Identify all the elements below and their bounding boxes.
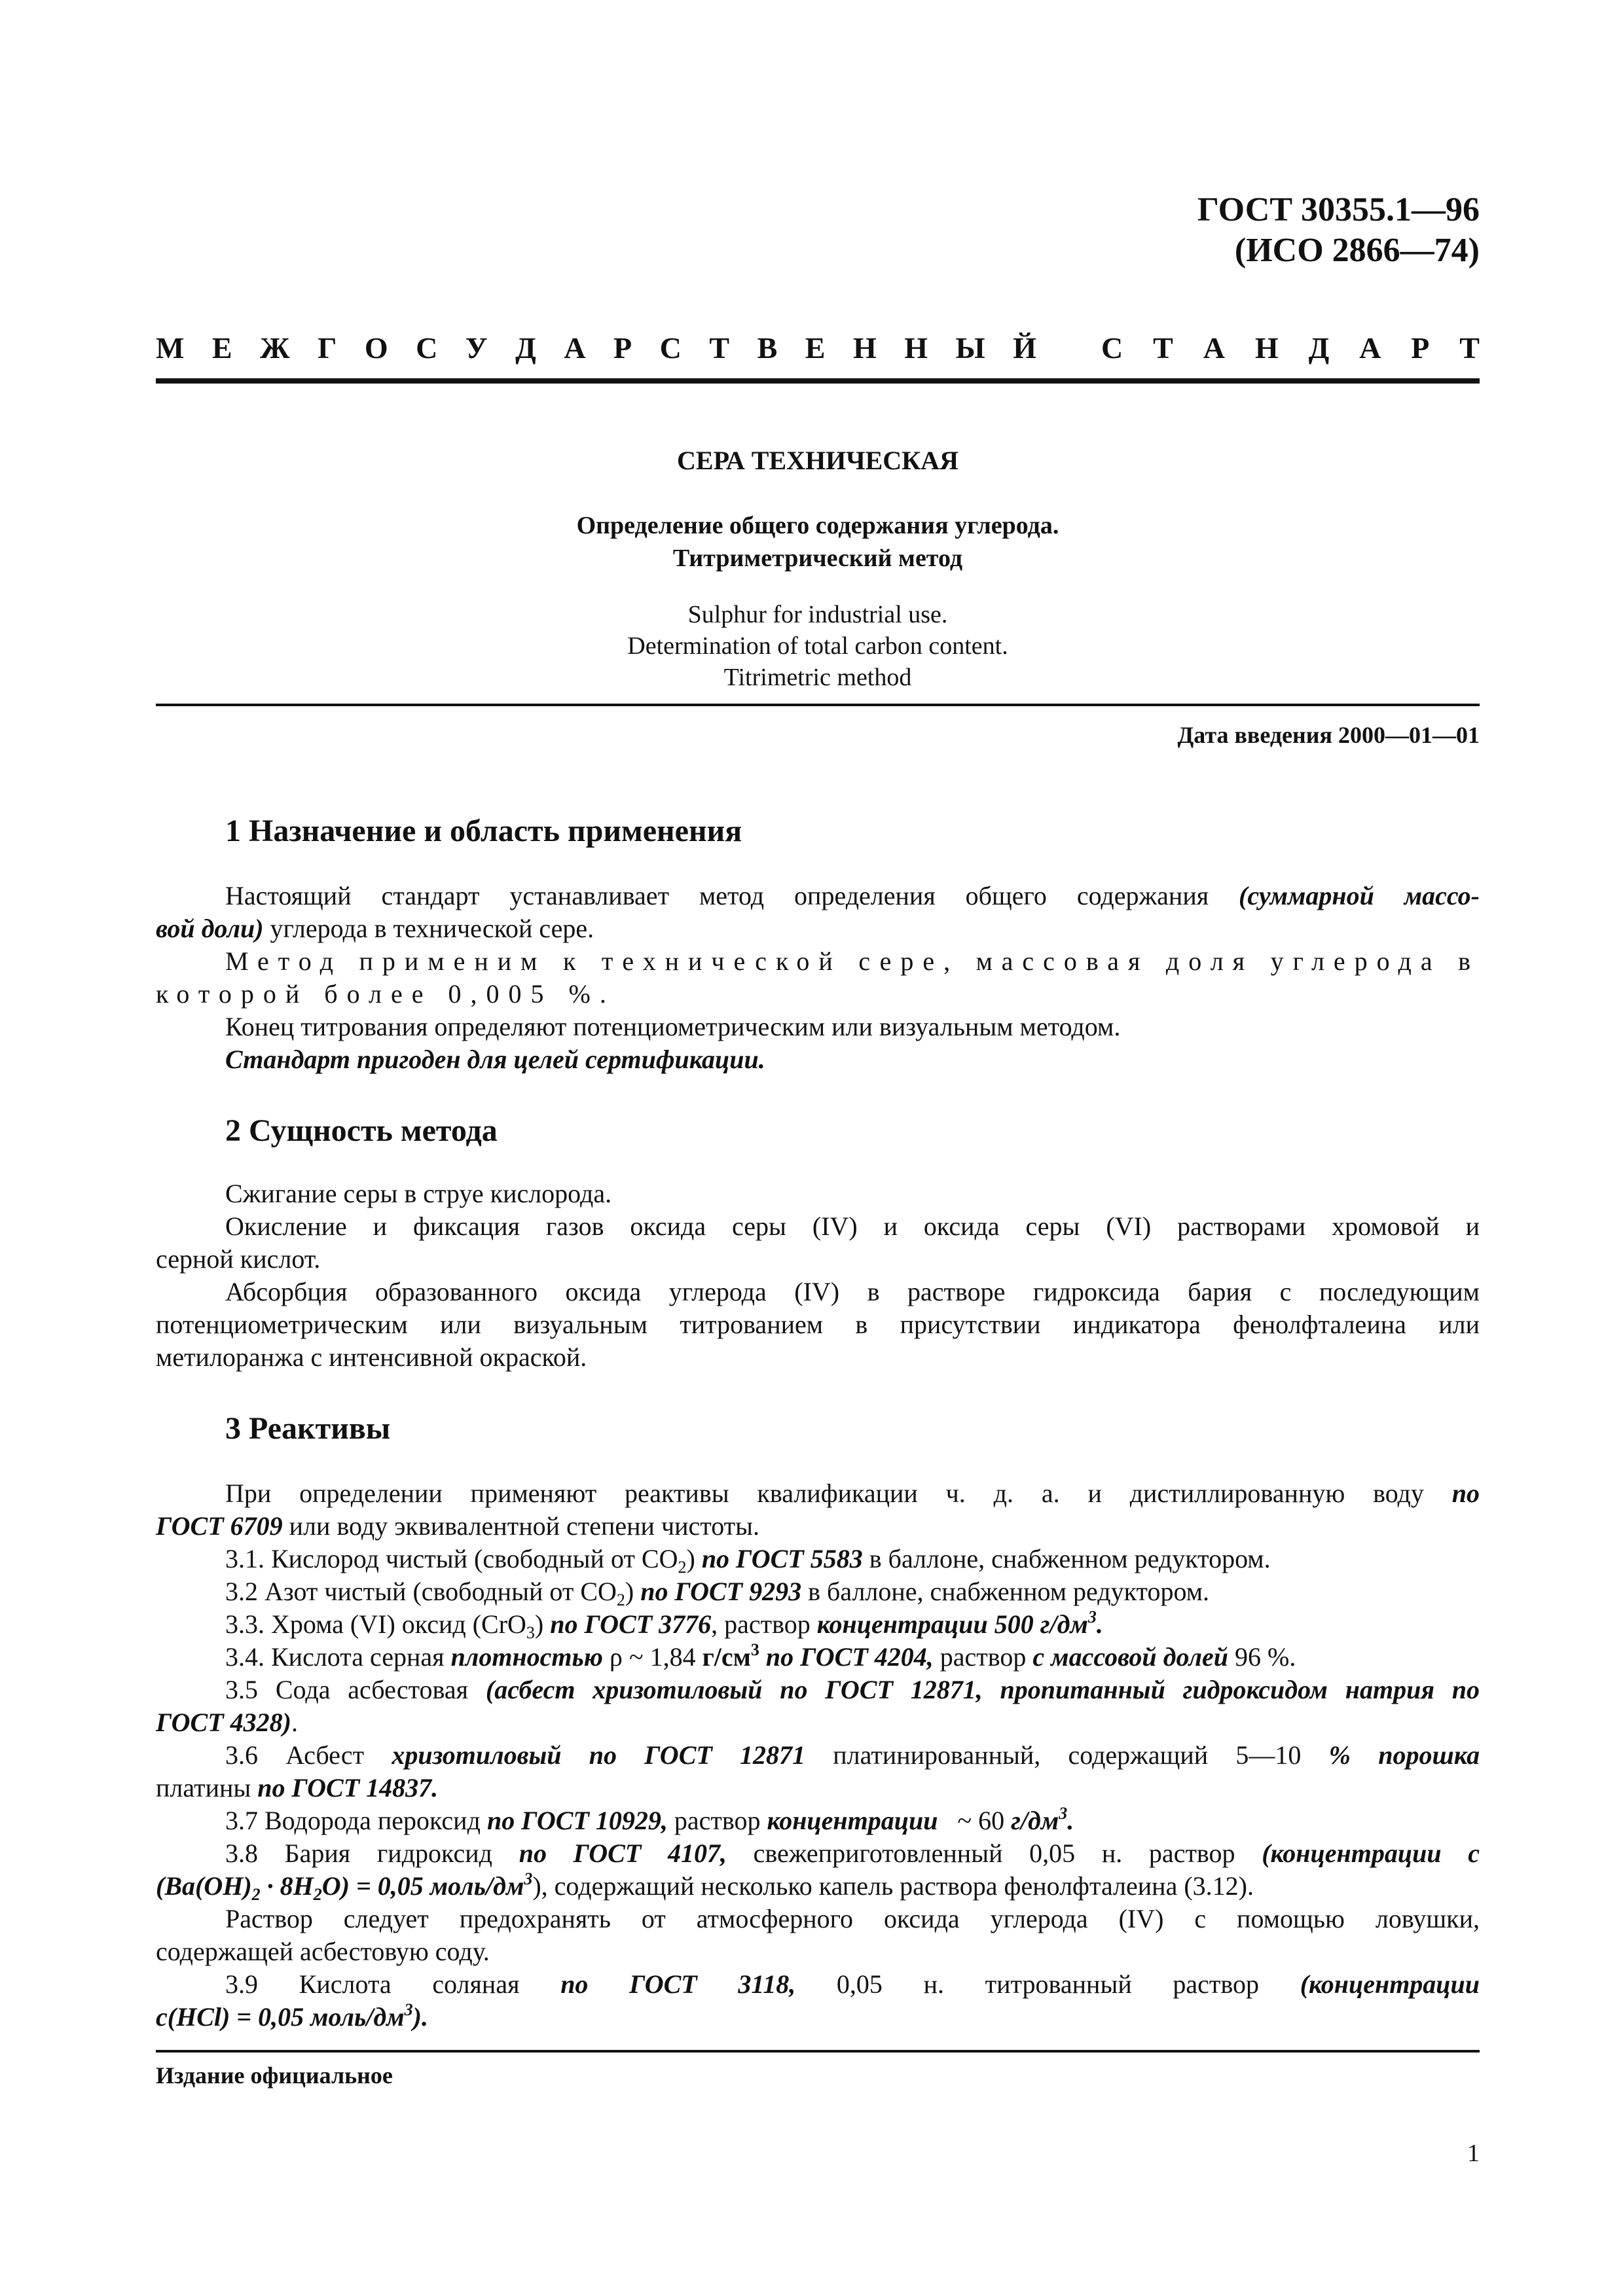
section-2-heading: 2 Сущность метода — [225, 1113, 498, 1148]
standard-type-letter: Е — [805, 331, 826, 365]
title-sub-line1: Определение общего содержания углерода. — [576, 512, 1059, 539]
title-rule — [156, 704, 1480, 706]
standard-type-letter: Н — [1254, 331, 1279, 365]
item-3-1: 3.1. Кислород чистый (свободный от $СО_2$) по ГОСТ 5583 в баллоне, снабженном редуктором. — [225, 1544, 1271, 1577]
s2-p2-line1: Окисление и фиксация газов оксида серы (IV) и оксида серы (VI) растворами хромовой и — [225, 1211, 1480, 1241]
standard-type-letter: А — [564, 331, 586, 365]
standard-type-letter: У — [465, 331, 488, 365]
standard-type-letter: Р — [613, 331, 632, 365]
standard-type-letter: О — [364, 331, 388, 365]
item-3-6-line1: 3.6 Асбест хризотиловый по ГОСТ 12871 платинированный, содержащий 5—10 % порошка — [225, 1740, 1480, 1770]
s3-intro-line2: ГОСТ 6709 или воду эквивалентной степени чистоты. — [156, 1511, 760, 1541]
edition-label: Издание официальное — [156, 2062, 393, 2089]
item-3-2: 3.2 Азот чистый (свободный от $СО_2$) по ГОСТ 9293 в баллоне, снабженном редуктором. — [225, 1577, 1210, 1609]
item-3-5-line1: 3.5 Сода асбестовая (асбест хризотиловый по ГОСТ 12871, пропитанный гидроксидом натрия по — [225, 1675, 1480, 1704]
s3-intro-line1: При определении применяют реактивы квалификации ч. д. а. и дистиллированную воду по — [225, 1479, 1480, 1508]
gost-number: ГОСТ 30355.1—96 — [1197, 191, 1480, 228]
standard-type-letter: Т — [709, 331, 730, 365]
s1-p1-line1: Настоящий стандарт устанавливает метод определения общего содержания (суммарной массо- — [225, 881, 1480, 910]
standard-type-letter: Н — [852, 331, 877, 365]
standard-type-letter: Д — [1308, 331, 1330, 365]
item-3-8-note-line2: содержащей асбестовую соду. — [156, 1937, 490, 1966]
standard-type-letter: Р — [1411, 331, 1430, 365]
title-main: СЕРА ТЕХНИЧЕСКАЯ — [677, 446, 958, 475]
s1-p1-line2: вой доли) углерода в технической сере. — [156, 914, 594, 943]
introduction-date: Дата введения 2000—01—01 — [1177, 722, 1480, 748]
footer-rule — [156, 2050, 1480, 2053]
document-number — [982, 190, 1480, 271]
standard-type-letter: С — [659, 331, 682, 365]
s2-p3-line1: Абсорбция образованного оксида углерода (IV) в растворе гидроксида бария с последующим — [225, 1277, 1480, 1306]
standard-type-word1 — [156, 331, 1036, 365]
standard-type-word2 — [1101, 331, 1480, 365]
s1-p2-line1: Метод применим к технической сере, массовая доля углерода в — [225, 946, 1480, 976]
section-1-heading: 1 Назначение и область применения — [225, 814, 742, 848]
standard-type-letter: М — [156, 331, 185, 365]
title-sub-line2: Титриметрический метод — [672, 545, 963, 572]
item-3-7: 3.7 Водорода пероксид по ГОСТ 10929, раствор концентрации ~ 60 $г/дм^3$. — [225, 1804, 1074, 1835]
s2-p1: Сжигание серы в струе кислорода. — [225, 1179, 612, 1208]
title-en-line1: Sulphur for industrial use. — [687, 601, 948, 628]
standard-type — [156, 331, 1480, 365]
standard-type-letter: Г — [318, 331, 337, 365]
item-3-4: 3.4. Кислота серная плотностью ρ ~ 1,84 $г/см^3$ по ГОСТ 4204, раствор с массовой долей 96 %. — [225, 1640, 1296, 1672]
s2-p3-line2: потенциометрическим или визуальным титрованием в присутствии индикатора фенолфталеина или — [156, 1310, 1480, 1339]
standard-type-letter: А — [1203, 331, 1225, 365]
page-number: 1 — [1467, 2140, 1480, 2167]
iso-number: (ИСО 2866—74) — [1234, 232, 1480, 269]
title-sub — [156, 509, 1480, 575]
standard-type-letter: Д — [515, 331, 536, 365]
standard-type-letter: Е — [211, 331, 232, 365]
item-3-6-line2: платины по ГОСТ 14837. — [156, 1773, 439, 1803]
header-rule — [156, 378, 1480, 384]
item-3-3: 3.3. Хрома (VI) оксид (СrО$_3$) по ГОСТ 3776, раствор концентрации 500 $г/дм^3$. — [225, 1607, 1103, 1642]
s1-p3: Конец титрования определяют потенциометрическим или визуальным методом. — [225, 1012, 1121, 1041]
s2-p2-line2: серной кислот. — [156, 1244, 321, 1274]
s2-p3-line3: метилоранжа с интенсивной окраской. — [156, 1342, 587, 1372]
standard-type-letter: Т — [1459, 331, 1480, 365]
s1-p2-line2: которой более 0,005 %. — [156, 979, 615, 1009]
standard-type-letter: С — [1101, 331, 1123, 365]
standard-type-letter: Й — [1013, 331, 1036, 365]
standard-type-letter: Ж — [260, 331, 290, 365]
title-en-line2: Determination of total carbon content. — [627, 632, 1008, 660]
s1-p4: Стандарт пригоден для целей сертификации. — [225, 1045, 765, 1074]
section-3-heading: 3 Реактивы — [225, 1411, 391, 1446]
standard-type-letter: Т — [1153, 331, 1173, 365]
item-3-8-note-line1: Раствор следует предохранять от атмосферного оксида углерода (IV) с помощью ловушки, — [225, 1904, 1480, 1933]
item-3-8-line1: 3.8 Бария гидроксид по ГОСТ 4107, свежеприготовленный 0,05 н. раствор (концентрации с — [225, 1839, 1480, 1868]
title-english — [156, 599, 1480, 693]
standard-type-letter: Ы — [955, 331, 985, 365]
standard-type-letter: А — [1359, 331, 1381, 365]
standard-type-letter: В — [757, 331, 778, 365]
standard-type-letter: С — [416, 331, 438, 365]
item-3-8-line2: $(Ва(ОН)_2 \cdot 8Н_2O) = 0,05$ моль/$дм^3$), содержащий несколько капель раствора фенолфталеина (3.12). — [156, 1869, 1254, 1904]
title-en-line3: Titrimetric method — [723, 664, 912, 691]
item-3-9-line2: c(HCl) = 0,05 моль/$дм^3$). — [156, 2000, 428, 2032]
item-3-9-line1: 3.9 Кислота соляная по ГОСТ 3118, 0,05 н. титрованный раствор (концентрации — [225, 1969, 1480, 1999]
standard-type-letter: Н — [904, 331, 928, 365]
item-3-5-line2: ГОСТ 4328). — [156, 1708, 298, 1737]
